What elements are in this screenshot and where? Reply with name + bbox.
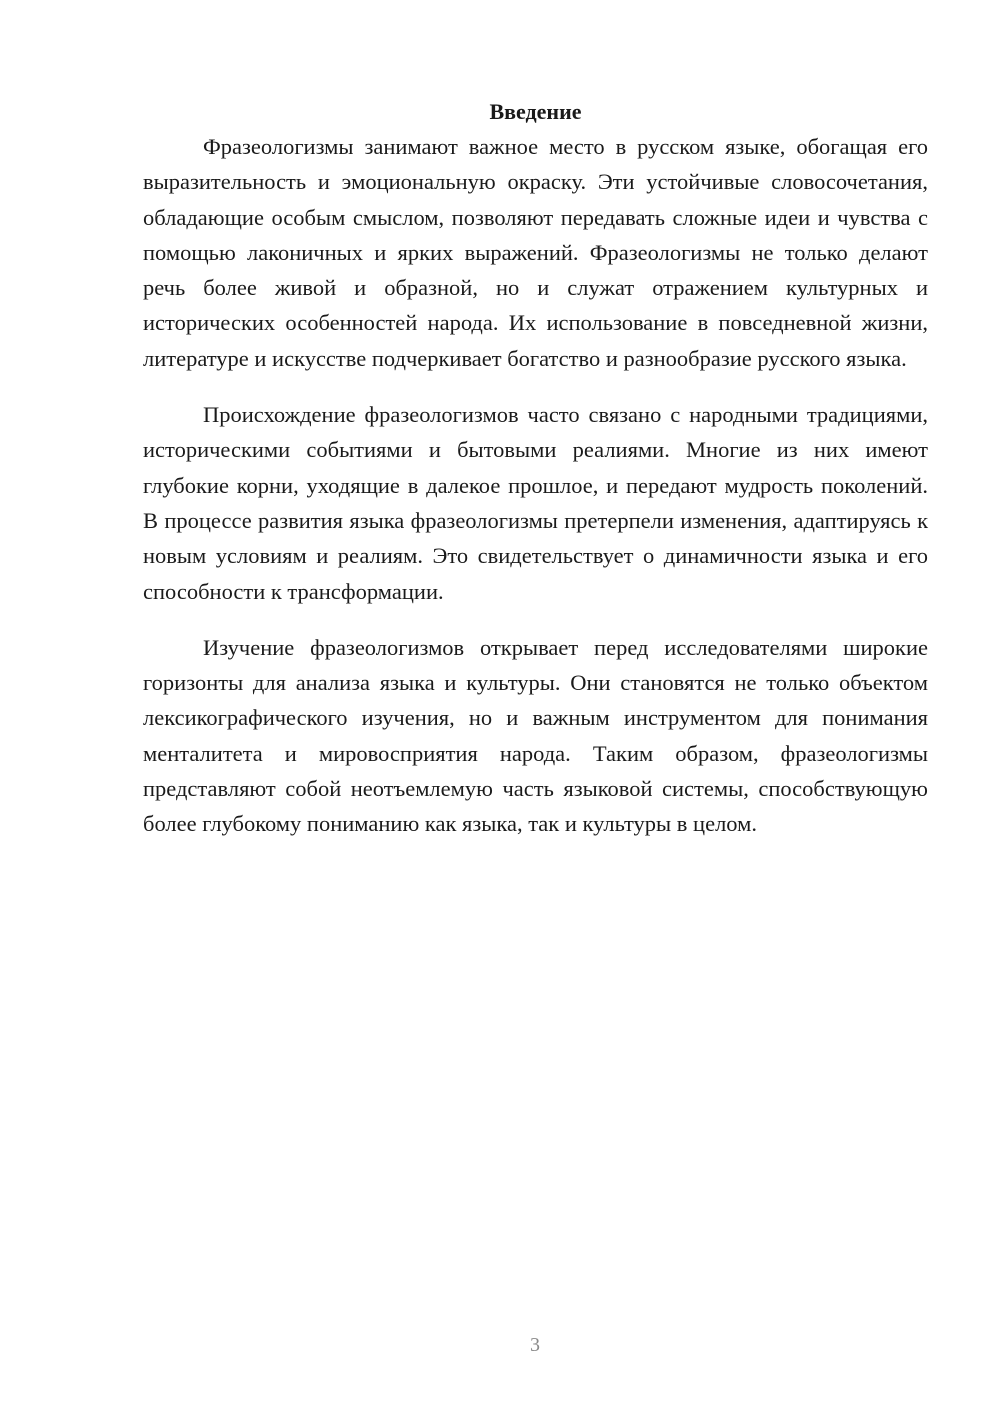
page-content (143, 94, 928, 842)
page-number: 3 (530, 1334, 540, 1356)
paragraph-1: Фразеологизмы занимают важное место в русском языке, обогащая его выразительность и эмоциональную окраску. Эти устойчивые словосочетания, обладающие особым смыслом, позволяют передавать сложные идеи и чувства с помощью лаконичных и ярких выражений. Фразеологизмы не только делают речь более живой и образной, но и служат отражением культурных и исторических особенностей народа. Их использование в повседневной жизни, литературе и искусстве подчеркивает богатство и разнообразие русского языка. (143, 134, 928, 371)
section-title: Введение (489, 99, 582, 124)
paragraph-2: Происхождение фразеологизмов часто связано с народными традициями, историческими событиями и бытовыми реалиями. Многие из них имеют глубокие корни, уходящие в далекое прошлое, и передают мудрость поколений. В процессе развития языка фразеологизмы претерпели изменения, адаптируясь к новым условиям и реалиям. Это свидетельствует о динамичности языка и его способности к трансформации. (143, 402, 928, 604)
paragraph-3: Изучение фразеологизмов открывает перед исследователями широкие горизонты для анализа языка и культуры. Они становятся не только объектом лексикографического изучения, но и важным инструментом для понимания менталитета и мировосприятия народа. Таким образом, фразеологизмы представляют собой неотъемлемую часть языковой системы, способствующую более глубокому пониманию как языка, так и культуры в целом. (143, 634, 928, 837)
